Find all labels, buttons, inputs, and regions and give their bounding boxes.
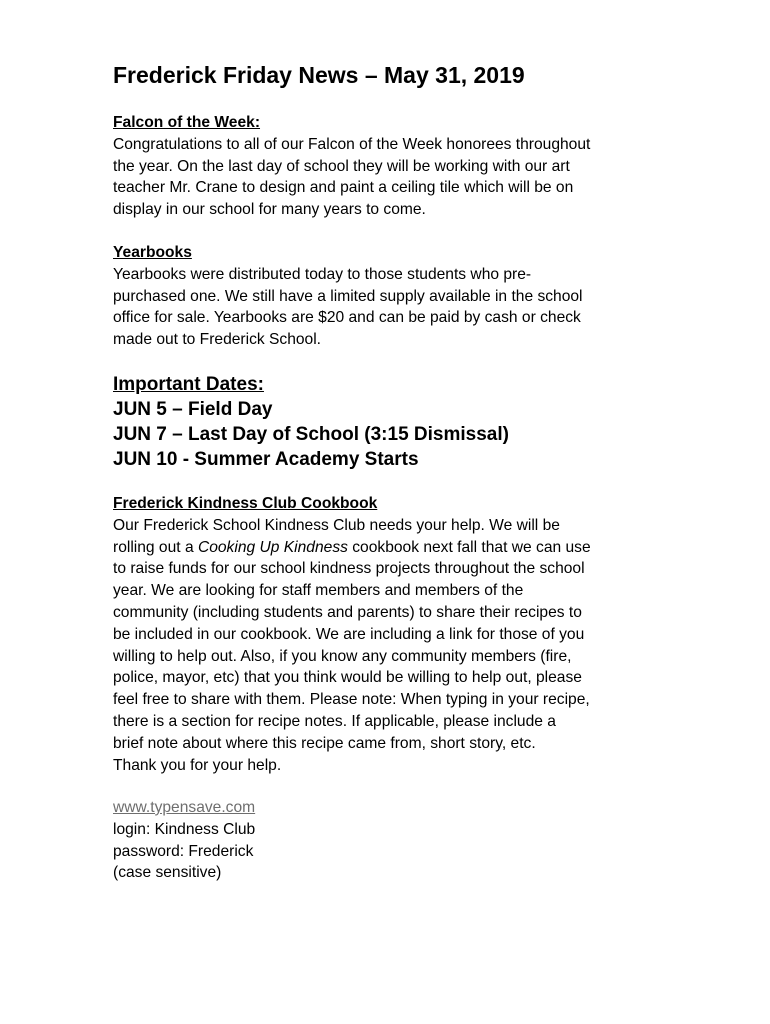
cookbook-line: there is a section for recipe notes. If applicable, please include a (113, 712, 556, 730)
important-dates-section (113, 373, 509, 472)
falcon-line: the year. On the last day of school they will be working with our art (113, 157, 570, 175)
cookbook-line: Thank you for your help. (113, 756, 282, 774)
login-line: login: Kindness Club (113, 820, 256, 838)
falcon-line: Congratulations to all of our Falcon of the Week honorees throughout (113, 135, 591, 153)
important-dates-heading: Important Dates: (113, 374, 264, 395)
date-item: JUN 7 – Last Day of School (3:15 Dismissal) (113, 424, 509, 445)
cookbook-line: to raise funds for our school kindness projects throughout the school (113, 560, 585, 578)
cookbook-line: police, mayor, etc) that you think would be willing to help out, please (113, 669, 582, 687)
cookbook-heading: Frederick Kindness Club Cookbook (113, 495, 378, 512)
cookbook-line-end: cookbook next fall that we can use (347, 538, 591, 556)
page-title: Frederick Friday News – May 31, 2019 (113, 62, 525, 88)
cookbook-line: brief note about where this recipe came from, short story, etc. (113, 734, 536, 752)
typensave-link[interactable]: www.typensave.com (113, 799, 256, 816)
cookbook-line: be included in our cookbook. We are including a link for those of you (113, 625, 585, 643)
cookbook-title-italic: Cooking Up Kindness (197, 538, 348, 556)
cookbook-line: Our Frederick School Kindness Club needs your help. We will be (113, 516, 560, 534)
cookbook-line: year. We are looking for staff members and members of the (113, 582, 524, 600)
cookbook-line: community (including students and parents) to share their recipes to (113, 603, 582, 621)
falcon-heading: Falcon of the Week: (113, 114, 261, 131)
yearbooks-line: Yearbooks were distributed today to those students who pre- (113, 265, 532, 283)
yearbooks-section (113, 242, 673, 351)
yearbooks-line: purchased one. We still have a limited supply available in the school (113, 287, 583, 305)
cookbook-line: feel free to share with them. Please note: When typing in your recipe, (113, 691, 590, 709)
falcon-line: teacher Mr. Crane to design and paint a ceiling tile which will be on (113, 179, 574, 197)
cookbook-line-start: rolling out a (113, 538, 198, 556)
yearbooks-heading: Yearbooks (113, 244, 192, 261)
falcon-line: display in our school for many years to come. (113, 201, 426, 219)
yearbooks-line: made out to Frederick School. (113, 331, 322, 349)
cookbook-line (113, 537, 673, 559)
date-item: JUN 10 - Summer Academy Starts (113, 449, 419, 470)
case-sensitive-note: (case sensitive) (113, 864, 222, 882)
cookbook-section (113, 493, 673, 776)
date-item: JUN 5 – Field Day (113, 399, 273, 420)
cookbook-line: willing to help out. Also, if you know any community members (fire, (113, 647, 572, 665)
falcon-section (113, 112, 673, 221)
password-line: password: Frederick (113, 842, 254, 860)
login-info-section (113, 797, 673, 884)
yearbooks-line: office for sale. Yearbooks are $20 and can be paid by cash or check (113, 309, 581, 327)
